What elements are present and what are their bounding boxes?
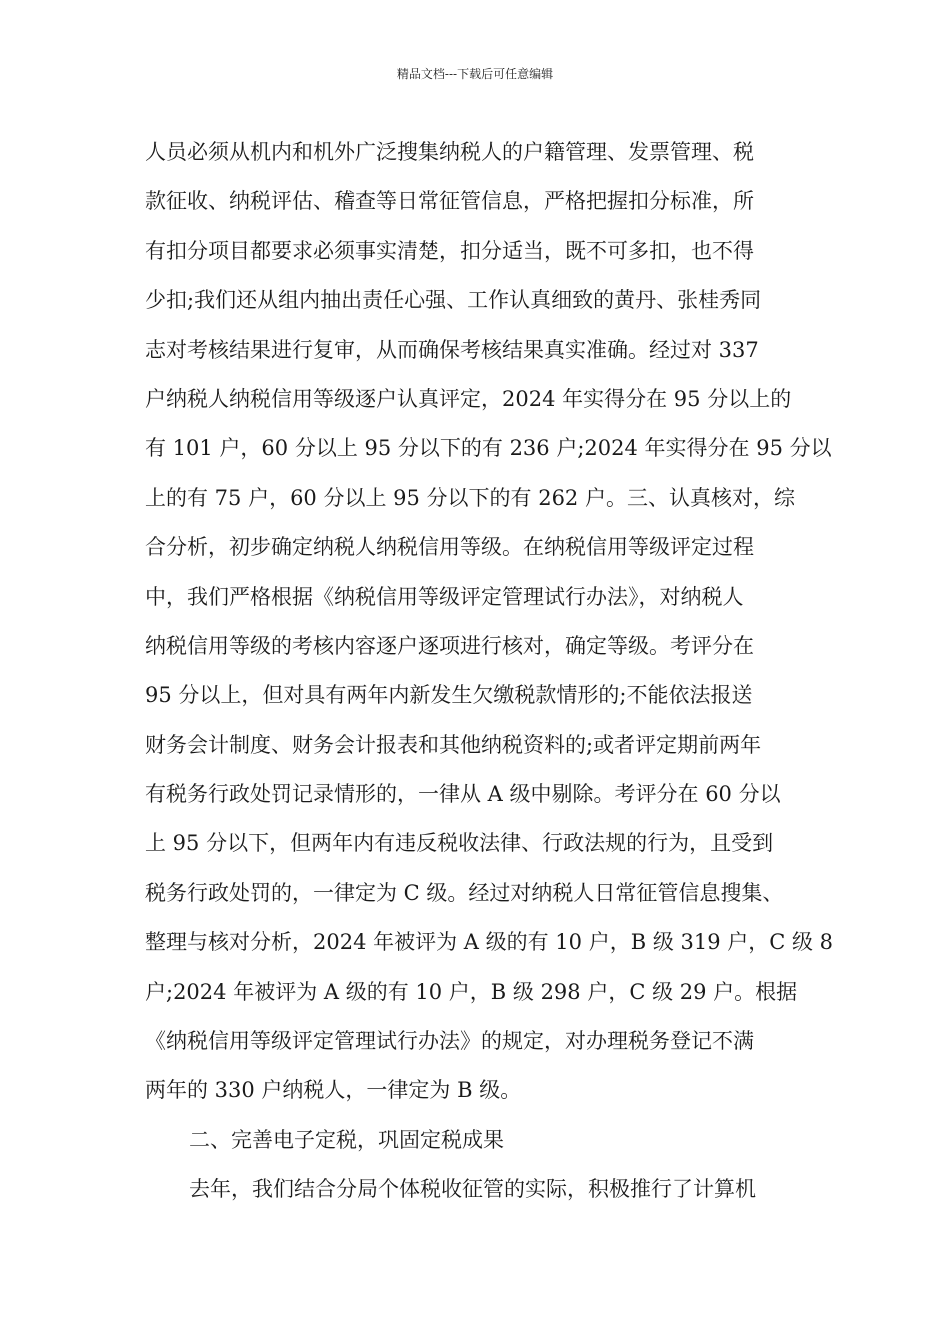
- section-heading: 二、完善电子定税，巩固定税成果: [189, 1127, 504, 1152]
- page-header: 精品文档---下载后可任意编辑: [396, 67, 554, 81]
- paragraph-line: 95 分以上，但对具有两年内新发生欠缴税款情形的;不能依法报送: [145, 683, 753, 708]
- paragraph-line: 少扣;我们还从组内抽出责任心强、工作认真细致的黄丹、张桂秀同: [145, 288, 762, 313]
- paragraph-line: 纳税信用等级的考核内容逐户逐项进行核对，确定等级。考评分在: [145, 633, 754, 658]
- paragraph-line: 志对考核结果进行复审，从而确保考核结果真实准确。经过对 337: [145, 337, 759, 362]
- paragraph-line: 上 95 分以下，但两年内有违反税收法律、行政法规的行为，且受到: [145, 831, 774, 856]
- paragraph-line: 有扣分项目都要求必须事实清楚，扣分适当，既不可多扣，也不得: [145, 238, 754, 263]
- paragraph-line: 整理与核对分析，2024 年被评为 A 级的有 10 户，B 级 319 户，C 级 8: [145, 930, 834, 955]
- paragraph-line: 上的有 75 户，60 分以上 95 分以下的有 262 户。三、认真核对，综: [145, 485, 795, 510]
- paragraph-line: 人员必须从机内和机外广泛搜集纳税人的户籍管理、发票管理、税: [145, 140, 754, 164]
- paragraph-line: 两年的 330 户纳税人，一律定为 B 级。: [145, 1078, 522, 1103]
- paragraph-line: 《纳税信用等级评定管理试行办法》的规定，对办理税务登记不满: [145, 1029, 754, 1054]
- paragraph-line: 税务行政处罚的，一律定为 C 级。经过对纳税人日常征管信息搜集、: [145, 880, 784, 905]
- paragraph-line: 财务会计制度、财务会计报表和其他纳税资料的;或者评定期前两年: [145, 732, 762, 757]
- paragraph-line: 中，我们严格根据《纳税信用等级评定管理试行办法》，对纳税人: [145, 584, 744, 609]
- paragraph-line: 去年，我们结合分局个体税收征管的实际，积极推行了计算机: [189, 1177, 756, 1202]
- document-body: [145, 128, 834, 1215]
- paragraph-line: 款征收、纳税评估、稽查等日常征管信息，严格把握扣分标准，所: [145, 189, 754, 214]
- paragraph-line: 合分析，初步确定纳税人纳税信用等级。在纳税信用等级评定过程: [145, 535, 754, 560]
- paragraph-line: 有税务行政处罚记录情形的，一律从 A 级中剔除。考评分在 60 分以: [145, 782, 781, 807]
- paragraph-line: 有 101 户，60 分以上 95 分以下的有 236 户;2024 年实得分在 95 分以: [145, 436, 832, 461]
- paragraph-line: 户纳税人纳税信用等级逐户认真评定，2024 年实得分在 95 分以上的: [145, 386, 792, 411]
- paragraph-line: 户;2024 年被评为 A 级的有 10 户，B 级 298 户，C 级 29 户。根据: [145, 979, 798, 1004]
